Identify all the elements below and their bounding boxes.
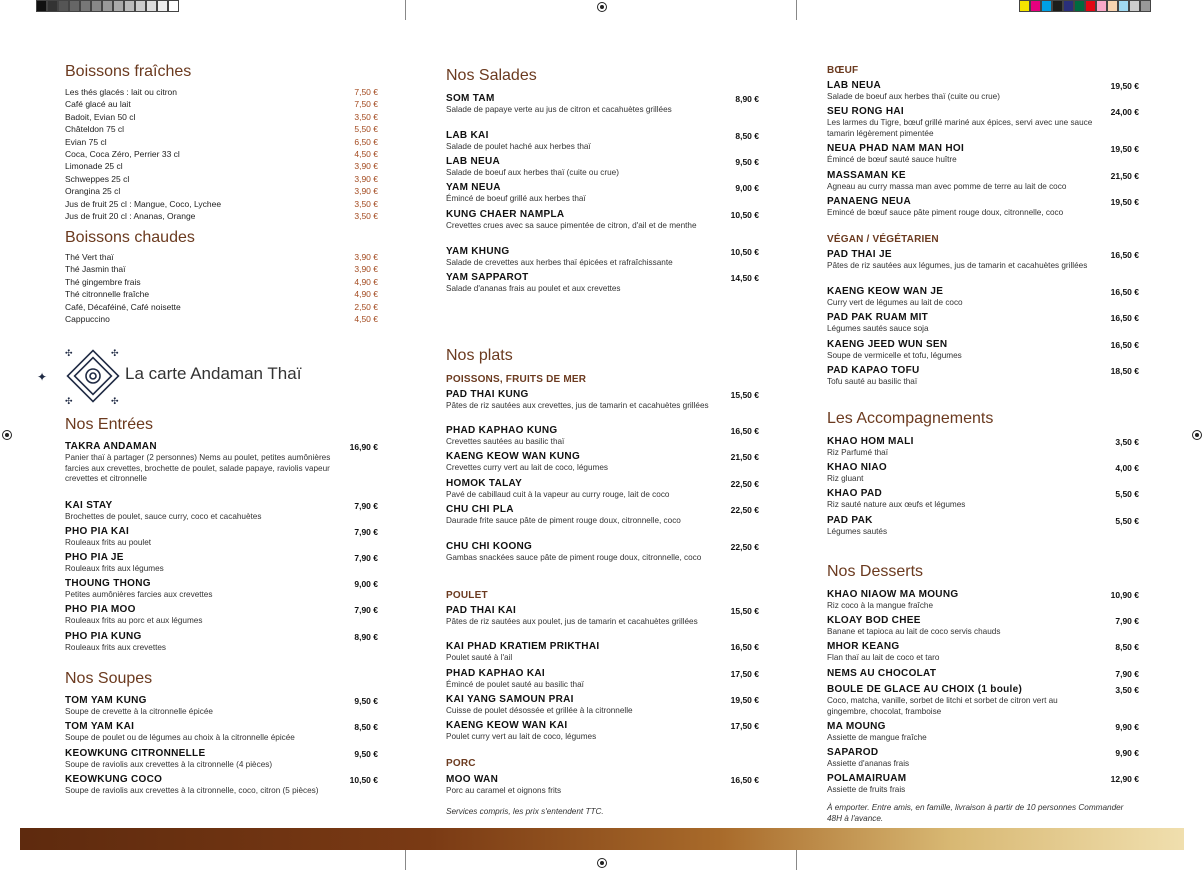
- registration-mark-icon: [597, 858, 607, 868]
- brand-logo-icon: [37, 348, 121, 409]
- drink-name: Evian 75 cl: [65, 136, 107, 147]
- item-description: Émincé de bœuf sauté sauce huître: [827, 155, 957, 164]
- menu-item: [65, 552, 378, 575]
- menu-item: [65, 774, 378, 797]
- item-price: 17,50 €: [730, 721, 759, 731]
- item-price: 21,50 €: [1110, 171, 1139, 181]
- drink-row: [65, 173, 378, 185]
- item-description: Tofu sauté au basilic thaï: [827, 377, 918, 386]
- item-price: 15,50 €: [730, 606, 759, 616]
- item-price: 16,90 €: [349, 442, 378, 452]
- item-name: PHO PIA KAI: [65, 526, 130, 537]
- menu-item: [446, 93, 759, 116]
- item-description: Rouleaux frits au porc et aux légumes: [65, 616, 203, 625]
- menu-item: [446, 605, 759, 628]
- drink-name: Schweppes 25 cl: [65, 173, 130, 184]
- item-description: Porc au caramel et oignons frits: [446, 786, 562, 795]
- item-description: Légumes sautés: [827, 527, 888, 536]
- menu-item: [65, 500, 378, 523]
- item-price: 7,90 €: [1115, 616, 1139, 626]
- item-name: PHO PIA MOO: [65, 604, 136, 615]
- item-description: Pâtes de riz sautées aux légumes, jus de tamarin et cacahuètes grillées: [827, 261, 1088, 270]
- menu-item: [446, 425, 759, 448]
- item-name: HOMOK TALAY: [446, 478, 523, 489]
- section-title: Les Accompagnements: [827, 410, 994, 427]
- section-title: Nos Soupes: [65, 670, 153, 687]
- item-description: Emincé de bœuf sauce pâte piment rouge doux, citronnelle, coco: [827, 208, 1064, 217]
- item-description: Soupe de poulet ou de légumes au choix à la citronnelle épicée: [65, 733, 295, 742]
- drink-name: Jus de fruit 20 cl : Ananas, Orange: [65, 210, 196, 221]
- item-price: 8,90 €: [735, 94, 759, 104]
- menu-item: [827, 488, 1139, 511]
- drink-price: 3,50 €: [354, 198, 378, 209]
- menu-item: [827, 462, 1139, 485]
- item-name: KHAO NIAO: [827, 462, 887, 473]
- menu-item: [827, 80, 1139, 103]
- item-description: Riz gluant: [827, 474, 864, 483]
- item-price: 10,50 €: [730, 247, 759, 257]
- menu-item: [827, 170, 1139, 193]
- item-description: Salade de crevettes aux herbes thaï épicées et rafraîchissante: [446, 258, 673, 267]
- item-price: 16,50 €: [730, 775, 759, 785]
- item-description: Flan thaï au lait de coco et taro: [827, 653, 940, 662]
- drink-row: [65, 198, 378, 210]
- item-name: MOO WAN: [446, 774, 499, 785]
- item-name: KHAO PAD: [827, 488, 882, 499]
- menu-item: [446, 478, 759, 501]
- item-description: Rouleaux frits aux crevettes: [65, 643, 167, 652]
- item-name: MA MOUNG: [827, 721, 886, 732]
- menu-item: [65, 721, 378, 744]
- item-price: 10,50 €: [730, 210, 759, 220]
- drink-name: Jus de fruit 25 cl : Mangue, Coco, Lychee: [65, 198, 222, 209]
- menu-item: [65, 604, 378, 627]
- menu-item: [827, 615, 1139, 638]
- item-name: PAD PAK RUAM MIT: [827, 312, 929, 323]
- item-name: PHO PIA JE: [65, 552, 124, 563]
- drink-name: Thé gingembre frais: [65, 276, 141, 287]
- svg-text:✣: ✣: [65, 396, 73, 406]
- drink-name: Les thés glacés : lait ou citron: [65, 87, 177, 97]
- menu-item: [827, 515, 1139, 538]
- drink-price: 7,50 €: [354, 87, 378, 97]
- drink-name: Thé citronnelle fraîche: [65, 289, 150, 300]
- item-description: Les larmes du Tigre, bœuf grillé mariné aux épices, servi avec une sauce tamarin légèrement pimentée: [827, 118, 1093, 138]
- item-name: KEOWKUNG COCO: [65, 774, 163, 785]
- item-name: KAENG JEED WUN SEN: [827, 339, 948, 350]
- section-title: Boissons chaudes: [65, 229, 195, 246]
- item-price: 4,00 €: [1115, 463, 1139, 473]
- drink-row: [65, 288, 378, 300]
- item-price: 19,50 €: [1110, 144, 1139, 154]
- drink-row: [65, 98, 378, 110]
- menu-item: [65, 578, 378, 601]
- menu-item: [65, 441, 378, 485]
- menu-item: [827, 339, 1139, 362]
- item-name: POLAMAIRUAM: [827, 773, 907, 784]
- item-price: 16,50 €: [1110, 313, 1139, 323]
- item-description: Riz coco à la mangue fraîche: [827, 601, 934, 610]
- item-name: YAM SAPPAROT: [446, 272, 529, 283]
- item-price: 7,90 €: [1115, 669, 1139, 679]
- item-name: PAD THAI JE: [827, 249, 892, 260]
- drink-name: Coca, Coca Zéro, Perrier 33 cl: [65, 148, 180, 159]
- item-description: Salade de boeuf aux herbes thaï (cuite ou crue): [827, 92, 1000, 101]
- item-price: 9,90 €: [1115, 748, 1139, 758]
- drink-row: [65, 160, 378, 172]
- takeaway-note: À emporter. Entre amis, en famille, livraison à partir de 10 personnes Commander 48H à l'avance.: [827, 803, 1124, 823]
- item-price: 15,50 €: [730, 390, 759, 400]
- item-price: 17,50 €: [730, 669, 759, 679]
- item-price: 16,50 €: [1110, 287, 1139, 297]
- item-price: 5,50 €: [1115, 516, 1139, 526]
- menu-item: [446, 694, 759, 717]
- item-description: Soupe de raviolis aux crevettes à la citronnelle (4 pièces): [65, 760, 273, 769]
- section-title: Nos Desserts: [827, 563, 924, 580]
- item-description: Soupe de crevette à la citronnelle épicée: [65, 707, 213, 716]
- item-name: KAI YANG SAMOUN PRAI: [446, 694, 574, 705]
- item-price: 9,50 €: [735, 157, 759, 167]
- menu-item: [827, 106, 1139, 139]
- drink-row: [65, 185, 378, 197]
- drink-row: [65, 136, 378, 148]
- item-price: 14,50 €: [730, 273, 759, 283]
- menu-item: [827, 641, 1139, 664]
- drink-name: Café glacé au lait: [65, 99, 131, 110]
- item-description: Assiette de fruits frais: [827, 785, 906, 794]
- item-name: PAD THAI KAI: [446, 605, 517, 616]
- menu-item: [446, 641, 759, 664]
- item-description: Brochettes de poulet, sauce curry, coco et cacahuètes: [65, 512, 262, 521]
- drink-price: 3,90 €: [354, 264, 378, 275]
- menu-item: [446, 720, 759, 743]
- drink-price: 6,50 €: [354, 136, 378, 147]
- item-description: Riz sauté nature aux œufs et légumes: [827, 500, 966, 509]
- menu-item: [827, 365, 1139, 388]
- item-price: 10,50 €: [349, 775, 378, 785]
- item-description: Agneau au curry massa man avec pomme de terre au lait de coco: [827, 182, 1067, 191]
- item-description: Panier thaï à partager (2 personnes) Nems au poulet, petites aumônières farcies aux crevettes, brochette de poulet, salade papaye, raviolis vapeur crevettes et citronnelle: [65, 453, 331, 484]
- item-description: Soupe de raviolis aux crevettes à la citronnelle, coco, citron (5 pièces): [65, 786, 319, 795]
- item-description: Légumes sautés sauce soja: [827, 324, 929, 333]
- registration-mark-icon: [1192, 430, 1202, 440]
- item-description: Daurade frite sauce pâte de piment rouge doux, citronnelle, coco: [446, 516, 681, 525]
- drink-price: 2,50 €: [354, 301, 378, 312]
- drink-price: 4,50 €: [354, 313, 378, 324]
- menu-item: [446, 130, 759, 153]
- subsection-title: PORC: [446, 758, 476, 769]
- item-name: CHU CHI PLA: [446, 504, 514, 515]
- drink-row: [65, 123, 378, 135]
- color-bar: [1019, 0, 1151, 14]
- cold-drinks-list: [65, 86, 378, 222]
- item-price: 16,50 €: [730, 642, 759, 652]
- drink-name: Orangina 25 cl: [65, 186, 121, 197]
- item-name: THOUNG THONG: [65, 578, 151, 589]
- menu-item: [446, 156, 759, 179]
- drink-price: 4,50 €: [354, 148, 378, 159]
- item-description: Poulet curry vert au lait de coco, légumes: [446, 732, 597, 741]
- item-price: 24,00 €: [1110, 107, 1139, 117]
- drink-row: [65, 301, 378, 313]
- drink-price: 3,90 €: [354, 173, 378, 184]
- item-name: KAI STAY: [65, 500, 113, 511]
- item-description: Pavé de cabillaud cuit à la vapeur au curry rouge, lait de coco: [446, 490, 670, 499]
- drink-row: [65, 148, 378, 160]
- item-name: CHU CHI KOONG: [446, 541, 533, 552]
- brand-title: La carte Andaman Thaï: [125, 364, 302, 383]
- item-name: PHAD KAPHAO KAI: [446, 668, 545, 679]
- section-title: Nos plats: [446, 347, 513, 364]
- item-name: PANAENG NEUA: [827, 196, 911, 207]
- item-name: PHAD KAPHAO KUNG: [446, 425, 558, 436]
- item-price: 16,50 €: [1110, 340, 1139, 350]
- item-price: 7,90 €: [354, 501, 378, 511]
- service-note: Services compris, les prix s'entendent TTC.: [446, 807, 604, 816]
- item-price: 12,90 €: [1110, 774, 1139, 784]
- menu-item: [65, 748, 378, 771]
- item-price: 7,90 €: [354, 553, 378, 563]
- item-price: 8,50 €: [1115, 642, 1139, 652]
- drink-row: [65, 263, 378, 275]
- item-name: SOM TAM: [446, 93, 495, 104]
- drink-name: Thé Jasmin thaï: [65, 264, 126, 275]
- svg-text:✣: ✣: [111, 396, 119, 406]
- menu-item: [827, 249, 1139, 272]
- fold-mark: [796, 0, 797, 20]
- drink-row: [65, 86, 378, 98]
- item-price: 22,50 €: [730, 542, 759, 552]
- item-name: MASSAMAN KE: [827, 170, 906, 181]
- subsection-title: POULET: [446, 590, 488, 601]
- drink-price: 3,90 €: [354, 186, 378, 197]
- menu-item: [827, 773, 1139, 796]
- item-description: Pâtes de riz sautées aux poulet, jus de tamarin et cacahuètes grillées: [446, 617, 698, 626]
- item-name: MHOR KEANG: [827, 641, 900, 652]
- item-price: 16,50 €: [730, 426, 759, 436]
- menu-item: [827, 312, 1139, 335]
- menu-item: [827, 668, 1139, 680]
- item-name: LAB KAI: [446, 130, 489, 141]
- menu-item: [446, 668, 759, 691]
- item-name: PAD PAK: [827, 515, 873, 526]
- item-name: KAENG KEOW WAN JE: [827, 286, 944, 297]
- item-price: 9,90 €: [1115, 722, 1139, 732]
- fold-mark: [405, 0, 406, 20]
- item-name: YAM NEUA: [446, 182, 501, 193]
- drink-price: 3,90 €: [354, 161, 378, 172]
- item-description: Salade de boeuf aux herbes thaï (cuite ou crue): [446, 168, 619, 177]
- item-description: Salade de poulet haché aux herbes thaï: [446, 142, 591, 151]
- item-name: KEOWKUNG CITRONNELLE: [65, 748, 206, 759]
- item-name: NEMS AU CHOCOLAT: [827, 668, 937, 679]
- item-price: 7,90 €: [354, 527, 378, 537]
- item-name: KAENG KEOW WAN KUNG: [446, 451, 581, 462]
- item-description: Assiette de mangue fraîche: [827, 733, 927, 742]
- item-name: NEUA PHAD NAM MAN HOI: [827, 143, 965, 154]
- item-name: BOULE DE GLACE AU CHOIX (1 boule): [827, 684, 1023, 695]
- drink-row: [65, 276, 378, 288]
- item-description: Rouleaux frits aux légumes: [65, 564, 164, 573]
- drink-name: Café, Décaféiné, Café noisette: [65, 301, 181, 312]
- drink-row: [65, 111, 378, 123]
- subsection-title: BŒUF: [827, 65, 859, 76]
- drink-name: Badoit, Evian 50 cl: [65, 111, 136, 122]
- drink-row: [65, 210, 378, 222]
- item-description: Riz Parfumé thaï: [827, 448, 888, 457]
- menu-item: [446, 774, 759, 797]
- drink-price: 4,90 €: [354, 276, 378, 287]
- item-price: 10,90 €: [1110, 590, 1139, 600]
- subsection-title: VÉGAN / VÉGÉTARIEN: [827, 234, 939, 245]
- item-price: 8,50 €: [735, 131, 759, 141]
- item-name: KHAO NIAOW MA MOUNG: [827, 589, 959, 600]
- fold-mark: [796, 850, 797, 870]
- item-description: Curry vert de légumes au lait de coco: [827, 298, 963, 307]
- menu-item: [827, 286, 1139, 309]
- drink-price: 7,50 €: [354, 99, 378, 110]
- item-price: 9,50 €: [354, 749, 378, 759]
- drink-name: Châteldon 75 cl: [65, 124, 125, 135]
- menu-item: [446, 272, 759, 295]
- item-name: TAKRA ANDAMAN: [65, 441, 157, 452]
- registration-mark-icon: [597, 2, 607, 12]
- item-price: 3,50 €: [1115, 437, 1139, 447]
- menu-item: [827, 436, 1139, 459]
- item-name: KHAO HOM MALI: [827, 436, 914, 447]
- menu-item: [65, 695, 378, 718]
- item-name: KAI PHAD KRATIEM PRIKTHAI: [446, 641, 600, 652]
- menu-item: [446, 209, 759, 232]
- section-title: Nos Salades: [446, 67, 537, 84]
- item-description: Crevettes crues avec sa sauce pimentée de citron, d'ail et de menthe: [446, 221, 697, 230]
- item-description: Salade d'ananas frais au poulet et aux crevettes: [446, 284, 621, 293]
- item-description: Gambas snackées sauce pâte de piment rouge doux, citronnelle, coco: [446, 553, 702, 562]
- item-name: LAB NEUA: [827, 80, 882, 91]
- item-price: 8,90 €: [354, 632, 378, 642]
- item-description: Coco, matcha, vanille, sorbet de litchi et sorbet de citron vert au gingembre, chocolat, framboise: [827, 696, 1058, 716]
- svg-text:✦: ✦: [37, 370, 48, 384]
- item-description: Assiette d'ananas frais: [827, 759, 910, 768]
- item-price: 22,50 €: [730, 505, 759, 515]
- menu-item: [446, 504, 759, 527]
- item-price: 3,50 €: [1115, 685, 1139, 695]
- menu-item: [65, 631, 378, 654]
- item-price: 22,50 €: [730, 479, 759, 489]
- subsection-title: POISSONS, FRUITS DE MER: [446, 374, 587, 385]
- item-name: YAM KHUNG: [446, 246, 510, 257]
- item-price: 19,50 €: [1110, 197, 1139, 207]
- section-title: Boissons fraîches: [65, 63, 192, 80]
- item-price: 8,50 €: [354, 722, 378, 732]
- item-description: Soupe de vermicelle et tofu, légumes: [827, 351, 962, 360]
- item-description: Crevettes sautées au basilic thaï: [446, 437, 565, 446]
- menu-item: [446, 541, 759, 564]
- item-price: 9,00 €: [354, 579, 378, 589]
- item-name: KAENG KEOW WAN KAI: [446, 720, 568, 731]
- item-name: TOM YAM KUNG: [65, 695, 147, 706]
- fold-mark: [405, 850, 406, 870]
- item-price: 16,50 €: [1110, 250, 1139, 260]
- item-price: 9,50 €: [354, 696, 378, 706]
- drink-price: 3,50 €: [354, 210, 378, 221]
- item-description: Rouleaux frits au poulet: [65, 538, 152, 547]
- drink-row: [65, 313, 378, 325]
- drink-name: Thé Vert thaï: [65, 252, 114, 262]
- item-name: PAD THAI KUNG: [446, 389, 529, 400]
- item-price: 19,50 €: [1110, 81, 1139, 91]
- menu-item: [827, 747, 1139, 770]
- drink-row: [65, 251, 378, 263]
- item-price: 9,00 €: [735, 183, 759, 193]
- item-name: LAB NEUA: [446, 156, 501, 167]
- menu-item: [827, 196, 1139, 219]
- grayscale-bar: [36, 0, 179, 14]
- item-description: Banane et tapioca au lait de coco servis chauds: [827, 627, 1001, 636]
- menu-item: [827, 684, 1139, 717]
- item-description: Cuisse de poulet désossée et grillée à la citronnelle: [446, 706, 633, 715]
- item-description: Émincé de boeuf grillé aux herbes thaï: [446, 194, 586, 203]
- drink-name: Limonade 25 cl: [65, 161, 123, 172]
- menu-item: [446, 451, 759, 474]
- hot-drinks-list: [65, 251, 378, 325]
- item-price: 7,90 €: [354, 605, 378, 615]
- item-name: SEU RONG HAI: [827, 106, 904, 117]
- drink-name: Cappuccino: [65, 313, 110, 324]
- menu-item: [446, 182, 759, 205]
- item-name: KLOAY BOD CHEE: [827, 615, 921, 626]
- item-name: KUNG CHAER NAMPLA: [446, 209, 565, 220]
- menu-item: [827, 589, 1139, 612]
- item-name: PHO PIA KUNG: [65, 631, 142, 642]
- menu-item: [446, 246, 759, 269]
- item-description: Salade de papaye verte au jus de citron et cacahuètes grillées: [446, 105, 672, 114]
- svg-text:✣: ✣: [65, 348, 73, 358]
- item-description: Petites aumônières farcies aux crevettes: [65, 590, 213, 599]
- item-name: PAD KAPAO TOFU: [827, 365, 920, 376]
- item-price: 18,50 €: [1110, 366, 1139, 376]
- item-price: 5,50 €: [1115, 489, 1139, 499]
- item-name: TOM YAM KAI: [65, 721, 135, 732]
- drink-price: 3,50 €: [354, 111, 378, 122]
- drink-price: 5,50 €: [354, 124, 378, 135]
- item-description: Poulet sauté à l'ail: [446, 653, 513, 662]
- item-description: Pâtes de riz sautées aux crevettes, jus de tamarin et cacahuètes grillées: [446, 401, 709, 410]
- svg-text:✣: ✣: [111, 348, 119, 358]
- menu-item: [65, 526, 378, 549]
- menu-item: [827, 721, 1139, 744]
- menu-item: [827, 143, 1139, 166]
- drink-price: 4,90 €: [354, 289, 378, 300]
- item-description: Émincé de poulet sauté au basilic thaï: [446, 680, 584, 689]
- footer-gradient-band: [20, 828, 1184, 850]
- menu-item: [446, 389, 759, 412]
- section-title: Nos Entrées: [65, 416, 154, 433]
- item-name: SAPAROD: [827, 747, 879, 758]
- registration-mark-icon: [2, 430, 12, 440]
- item-description: Crevettes curry vert au lait de coco, légumes: [446, 463, 608, 472]
- item-price: 19,50 €: [730, 695, 759, 705]
- item-price: 21,50 €: [730, 452, 759, 462]
- drink-price: 3,90 €: [354, 252, 378, 262]
